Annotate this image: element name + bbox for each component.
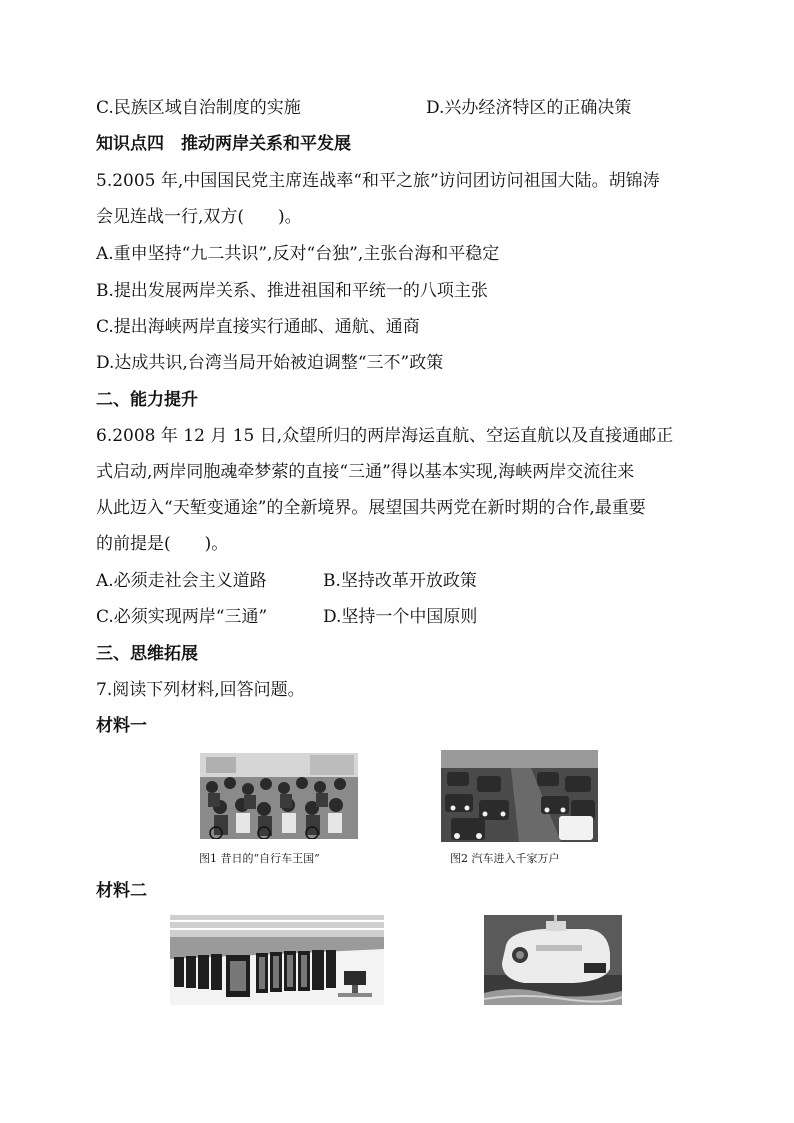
material-2-label: 材料二 [96,881,147,901]
q5-stem-line2: 会见连战一行,双方( )。 [96,207,302,227]
q6-option-b: B.坚持改革开放政策 [323,571,477,591]
q4-option-d: D.兴办经济特区的正确决策 [426,98,632,118]
figure-1-caption: 图1 昔日的“自行车王国” [199,852,320,865]
supercomputer-room-photo [170,915,384,1005]
q6-option-d: D.坚持一个中国原则 [323,607,478,627]
q6-stem-line2: 式启动,两岸同胞魂牵梦萦的直接“三通”得以基本实现,海峡两岸交流往来 [96,462,635,482]
q6-option-c: C.必须实现两岸“三通” [96,607,268,627]
traffic-jam-photo [441,750,598,842]
q5-option-b: B.提出发展两岸关系、推进祖国和平统一的八项主张 [96,281,488,301]
q6-option-a: A.必须走社会主义道路 [96,571,267,591]
q6-stem-line1: 6.2008 年 12 月 15 日,众望所归的两岸海运直航、空运直航以及直接通邮正 [96,426,674,446]
section-heading-2: 二、能力提升 [96,390,198,410]
q5-stem-line1: 5.2005 年,中国国民党主席连战率“和平之旅”访问团访问祖国大陆。胡锦涛 [96,171,660,191]
material-1-label: 材料一 [96,716,147,736]
section-heading-k4: 知识点四 推动两岸关系和平发展 [96,134,351,154]
q5-option-d: D.达成共识,台湾当局开始被迫调整“三不”政策 [96,353,444,373]
q5-option-c: C.提出海峡两岸直接实行通邮、通航、通商 [96,317,420,337]
submersible-photo [484,915,622,1005]
bicycle-crowd-photo [200,753,358,839]
figure-2-caption: 图2 汽车进入千家万户 [450,852,560,865]
section-heading-3: 三、思维拓展 [96,644,198,664]
q6-stem-line3: 从此迈入“天堑变通途”的全新境界。展望国共两党在新时期的合作,最重要 [96,498,646,518]
q7-stem: 7.阅读下列材料,回答问题。 [96,680,305,700]
q4-option-c: C.民族区域自治制度的实施 [96,98,301,118]
q6-stem-line4: 的前提是( )。 [96,534,229,554]
q5-option-a: A.重申坚持“九二共识”,反对“台独”,主张台海和平稳定 [96,244,500,264]
